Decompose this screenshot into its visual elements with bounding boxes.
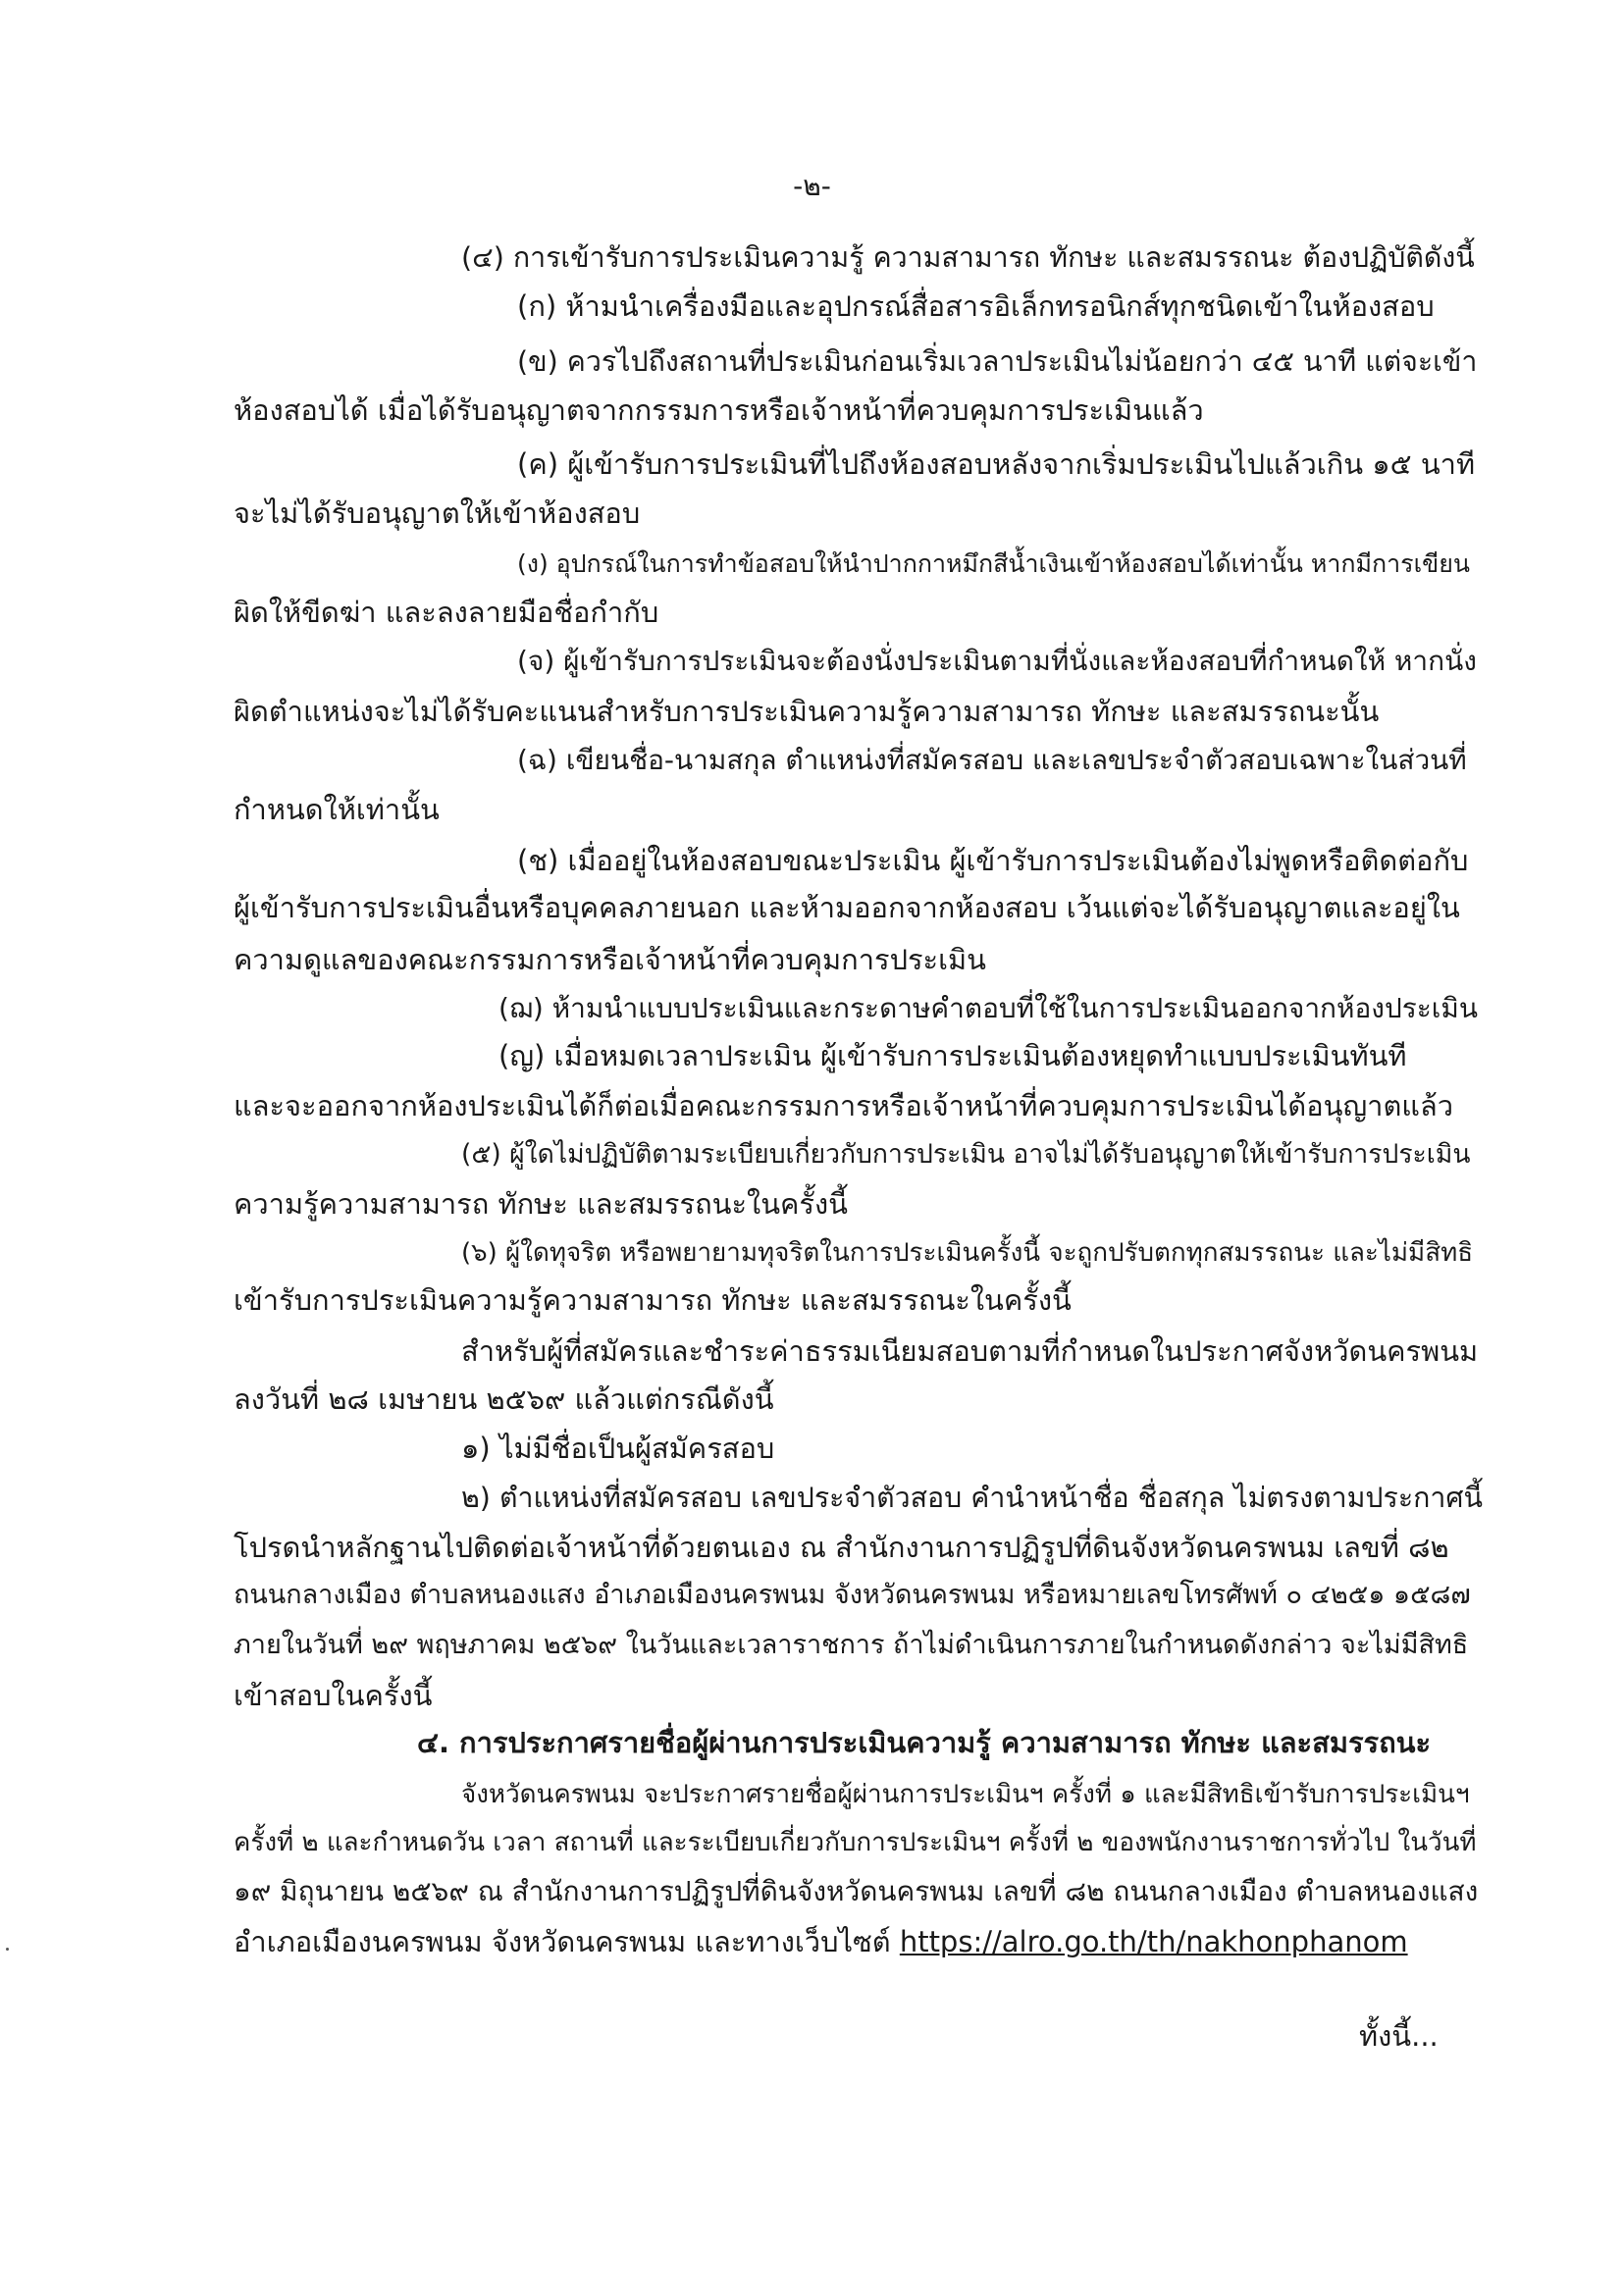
text-line: (๖) ผู้ใดทุจริต หรือพยายามทุจริตในการประเมินครั้งนี้ จะถูกปรับตกทุกสมรรถนะ และไม่มีสิทธิ (461, 1238, 1474, 1268)
text-line: (จ) ผู้เข้ารับการประเมินจะต้องนั่งประเมินตามที่นั่งและห้องสอบที่กำหนดให้ หากนั่ง (517, 645, 1477, 677)
text-line: สำหรับผู้ที่สมัครและชำระค่าธรรมเนียมสอบตามที่กำหนดในประกาศจังหวัดนครพนม (461, 1334, 1479, 1368)
text-line: (ก) ห้ามนำเครื่องมือและอุปกรณ์สื่อสารอิเล็กทรอนิกส์ทุกชนิดเข้าในห้องสอบ (517, 289, 1435, 323)
text-line: (ง) อุปกรณ์ในการทำข้อสอบให้นำปากกาหมึกสีน้ำเงินเข้าห้องสอบได้เท่านั้น หากมีการเขียน (517, 549, 1470, 578)
text-line: (ค) ผู้เข้ารับการประเมินที่ไปถึงห้องสอบหลังจากเริ่มประเมินไปแล้วเกิน ๑๕ นาที (517, 447, 1476, 481)
text-line: เข้ารับการประเมินความรู้ความสามารถ ทักษะ และสมรรถนะในครั้งนี้ (234, 1283, 1072, 1317)
text-line: (ญ) เมื่อหมดเวลาประเมิน ผู้เข้ารับการประเมินต้องหยุดทำแบบประเมินทันที (498, 1039, 1407, 1072)
text-line: (ช) เมื่ออยู่ในห้องสอบขณะประเมิน ผู้เข้ารับการประเมินต้องไม่พูดหรือติดต่อกับ (517, 844, 1469, 877)
text-line: ผิดตำแหน่งจะไม่ได้รับคะแนนสำหรับการประเมินความรู้ความสามารถ ทักษะ และสมรรถนะนั้น (234, 695, 1380, 728)
text-line: ผู้เข้ารับการประเมินอื่นหรือบุคคลภายนอก และห้ามออกจากห้องสอบ เว้นแต่จะได้รับอนุญาตและอยู่ใน (234, 891, 1460, 924)
text-line: และจะออกจากห้องประเมินได้ก็ต่อเมื่อคณะกรรมการหรือเจ้าหน้าที่ควบคุมการประเมินได้อนุญาตแล้ว (234, 1089, 1454, 1122)
text-line: (๕) ผู้ใดไม่ปฏิบัติตามระเบียบเกี่ยวกับการประเมิน อาจไม่ได้รับอนุญาตให้เข้ารับการประเมิน (461, 1139, 1471, 1170)
page-number: -๒- (793, 170, 831, 202)
text-line: ภายในวันที่ ๒๙ พฤษภาคม ๒๕๖๙ ในวันและเวลาราชการ ถ้าไม่ดำเนินการภายในกำหนดดังกล่าว จะไม่มีสิทธิ (234, 1630, 1469, 1660)
text-line: โปรดนำหลักฐานไปติดต่อเจ้าหน้าที่ด้วยตนเอง ณ สำนักงานการปฏิรูปที่ดินจังหวัดนครพนม เลขที่ ๘๒ (234, 1531, 1449, 1564)
text-line: ถนนกลางเมือง ตำบลหนองแสง อำเภอเมืองนครพนม จังหวัดนครพนม หรือหมายเลขโทรศัพท์ ๐ ๔๒๕๑ ๑๕๘๗ (234, 1580, 1471, 1610)
text-line-with-link (234, 1922, 1482, 1961)
text-line: ๒) ตำแหน่งที่สมัครสอบ เลขประจำตัวสอบ คำนำหน้าชื่อ ชื่อสกุล ไม่ตรงตามประกาศนี้ (461, 1482, 1483, 1514)
text-line: ครั้งที่ ๒ และกำหนดวัน เวลา สถานที่ และระเบียบเกี่ยวกับการประเมินฯ ครั้งที่ ๒ ของพนักงานราชการทั่วไป ในวันที่ (234, 1828, 1477, 1857)
text-line: ผิดให้ขีดฆ่า และลงลายมือชื่อกำกับ (234, 596, 659, 629)
text-line: (ฌ) ห้ามนำแบบประเมินและกระดาษคำตอบที่ใช้ในการประเมินออกจากห้องประเมิน (498, 992, 1478, 1024)
text-line: เข้าสอบในครั้งนี้ (234, 1679, 433, 1712)
section-heading: ๔. การประกาศรายชื่อผู้ผ่านการประเมินความรู้ ความสามารถ ทักษะ และสมรรถนะ (417, 1726, 1432, 1759)
website-link[interactable]: https://alro.go.th/th/nakhonphanom (899, 1925, 1408, 1958)
text-line: ความรู้ความสามารถ ทักษะ และสมรรถนะในครั้งนี้ (234, 1187, 848, 1221)
text-span: อำเภอเมืองนครพนม จังหวัดนครพนม และทางเว็บไซต์ (234, 1925, 900, 1958)
text-line: จะไม่ได้รับอนุญาตให้เข้าห้องสอบ (234, 496, 641, 530)
continuation-text: ทั้งนี้... (1359, 2019, 1439, 2053)
text-line: กำหนดให้เท่านั้น (234, 793, 440, 826)
text-line: (ข) ควรไปถึงสถานที่ประเมินก่อนเริ่มเวลาประเมินไม่น้อยกว่า ๔๕ นาที แต่จะเข้า (517, 345, 1478, 378)
text-line: ลงวันที่ ๒๘ เมษายน ๒๕๖๙ แล้วแต่กรณีดังนี้ (234, 1382, 774, 1416)
scan-speck (6, 1948, 9, 1951)
text-line: ความดูแลของคณะกรรมการหรือเจ้าหน้าที่ควบคุมการประเมิน (234, 943, 986, 976)
text-line: (ฉ) เขียนชื่อ-นามสกุล ตำแหน่งที่สมัครสอบ และเลขประจำตัวสอบเฉพาะในส่วนที่ (517, 744, 1467, 776)
text-line: (๔) การเข้ารับการประเมินความรู้ ความสามารถ ทักษะ และสมรรถนะ ต้องปฏิบัติดังนี้ (461, 241, 1475, 274)
text-line: ๑) ไม่มีชื่อเป็นผู้สมัครสอบ (461, 1432, 775, 1465)
text-line: จังหวัดนครพนม จะประกาศรายชื่อผู้ผ่านการประเมินฯ ครั้งที่ ๑ และมีสิทธิเข้ารับการประเมินฯ (461, 1780, 1470, 1809)
text-line: ห้องสอบได้ เมื่อได้รับอนุญาตจากกรรมการหรือเจ้าหน้าที่ควบคุมการประเมินแล้ว (234, 393, 1204, 427)
text-line: ๑๙ มิถุนายน ๒๕๖๙ ณ สำนักงานการปฏิรูปที่ดินจังหวัดนครพนม เลขที่ ๘๒ ถนนกลางเมือง ตำบลหนองแสง (234, 1875, 1479, 1907)
